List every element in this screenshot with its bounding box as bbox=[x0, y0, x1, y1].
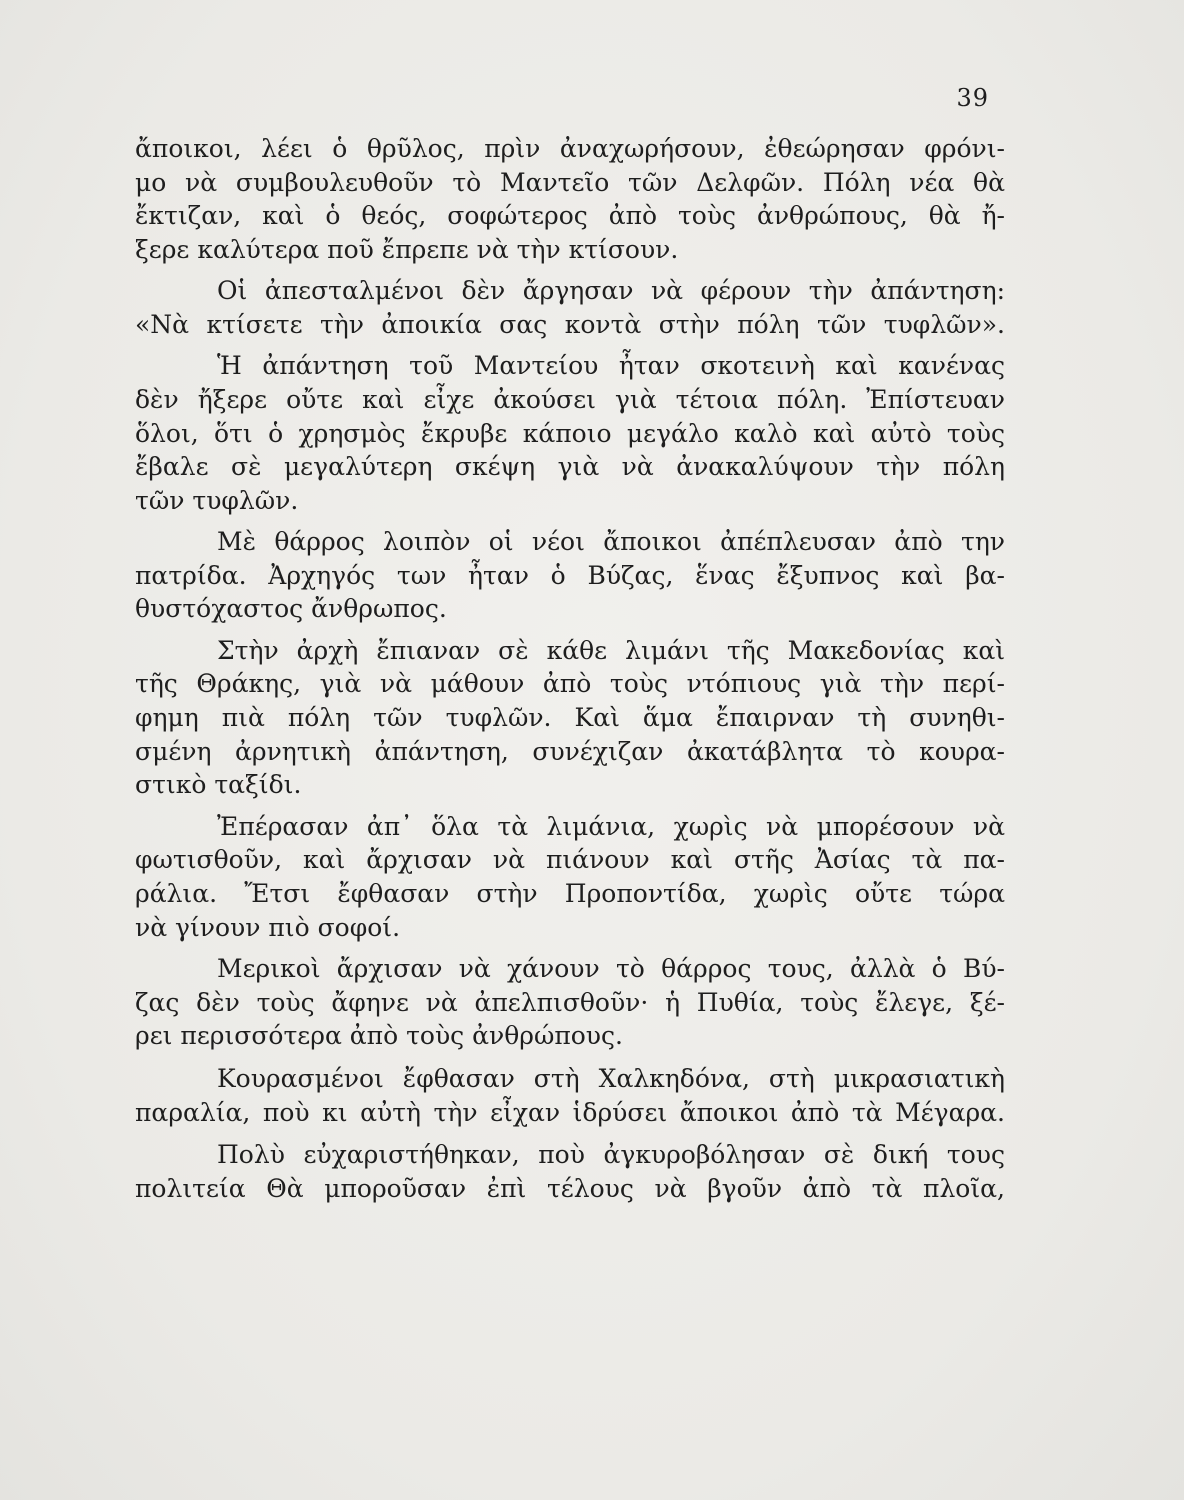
text-line: Πολὺ εὐχαριστήθηκαν, ποὺ ἀγκυροβόλησαν σὲ δική τους bbox=[217, 1140, 1005, 1170]
text-line: πολιτεία Θὰ μποροῦσαν ἐπὶ τέλους νὰ βγοῦν ἀπὸ τὰ πλοῖα, bbox=[135, 1173, 1005, 1203]
text-line: Ἡ ἀπάντηση τοῦ Μαντείου ἦταν σκοτεινὴ καὶ κανένας bbox=[217, 351, 1005, 381]
text-line: φωτισθοῦν, καὶ ἄρχισαν νὰ πιάνουν καὶ στῆς Ἀσίας τὰ πα- bbox=[135, 845, 1005, 875]
text-line: «Νὰ κτίσετε τὴν ἀποικία σας κοντὰ στὴν πόλη τῶν τυφλῶν». bbox=[135, 309, 1005, 339]
text-line: Μὲ θάρρος λοιπὸν οἱ νέοι ἄποικοι ἀπέπλευσαν ἀπὸ την bbox=[217, 527, 1005, 557]
text-line: ἔβαλε σὲ μεγαλύτερη σκέψη γιὰ νὰ ἀνακαλύψουν τὴν πόλη bbox=[135, 452, 1005, 482]
text-line: πατρίδα. Ἀρχηγός των ἦταν ὁ Βύζας, ἕνας ἔξυπνος καὶ βα- bbox=[135, 560, 1005, 590]
text-line: στικὸ ταξίδι. bbox=[135, 770, 302, 800]
text-line: Οἱ ἀπεσταλμένοι δὲν ἄργησαν νὰ φέρουν τὴν ἀπάντηση: bbox=[217, 276, 1005, 306]
text-line: ξερε καλύτερα ποῦ ἔπρεπε νὰ τὴν κτίσουν. bbox=[135, 235, 679, 265]
text-line: μο νὰ συμβουλευθοῦν τὸ Μαντεῖο τῶν Δελφῶν. Πόλη νέα θὰ bbox=[135, 167, 1005, 197]
text-line: Στὴν ἀρχὴ ἔπιαναν σὲ κάθε λιμάνι τῆς Μακεδονίας καὶ bbox=[217, 635, 1005, 665]
text-line: ἄποικοι, λέει ὁ θρῦλος, πρὶν ἀναχωρήσουν, ἐθεώρησαν φρόνι- bbox=[135, 134, 1005, 163]
text-line: ἔκτιζαν, καὶ ὁ θεός, σοφώτερος ἀπὸ τοὺς ἀνθρώπους, θὰ ἤ- bbox=[135, 201, 1005, 231]
text-line: ράλια. Ἔτσι ἔφθασαν στὴν Προποντίδα, χωρὶς οὔτε τώρα bbox=[135, 878, 1005, 908]
text-line: ὅλοι, ὅτι ὁ χρησμὸς ἔκρυβε κάποιο μεγάλο καλὸ καὶ αὐτὸ τοὺς bbox=[135, 418, 1005, 448]
text-line: τῆς Θράκης, γιὰ νὰ μάθουν ἀπὸ τοὺς ντόπιους γιὰ τὴν περί- bbox=[135, 669, 1005, 699]
text-line: νὰ γίνουν πιὸ σοφοί. bbox=[135, 912, 401, 942]
text-line: δὲν ἤξερε οὔτε καὶ εἶχε ἀκούσει γιὰ τέτοια πόλη. Ἐπίστευαν bbox=[135, 384, 1005, 414]
body-text bbox=[135, 132, 1005, 1206]
text-line: ρει περισσότερα ἀπὸ τοὺς ἀνθρώπους. bbox=[135, 1021, 623, 1051]
text-line: Κουρασμένοι ἔφθασαν στὴ Χαλκηδόνα, στὴ μικρασιατικὴ bbox=[217, 1063, 1005, 1093]
text-line: τῶν τυφλῶν. bbox=[135, 485, 299, 515]
text-line: φημη πιὰ πόλη τῶν τυφλῶν. Καὶ ἅμα ἔπαιρναν τὴ συνηθι- bbox=[135, 703, 1005, 732]
text-line: σμένη ἀρνητικὴ ἀπάντηση, συνέχιζαν ἀκατάβλητα τὸ κουρα- bbox=[135, 736, 1005, 766]
text-line: ζας δὲν τοὺς ἄφηνε νὰ ἀπελπισθοῦν· ἡ Πυθία, τοὺς ἔλεγε, ξέ- bbox=[135, 987, 1005, 1017]
text-line: παραλία, ποὺ κι αὐτὴ τὴν εἶχαν ἱδρύσει ἄποικοι ἀπὸ τὰ Μέγαρα. bbox=[135, 1097, 1005, 1127]
page-number: 39 bbox=[956, 84, 989, 112]
text-line: Μερικοὶ ἄρχισαν νὰ χάνουν τὸ θάρρος τους, ἀλλὰ ὁ Βύ- bbox=[217, 953, 1005, 983]
text-line: Ἐπέρασαν ἀπ᾽ ὅλα τὰ λιμάνια, χωρὶς νὰ μπορέσουν νὰ bbox=[217, 811, 1005, 841]
text-line: θυστόχαστος ἄνθρωπος. bbox=[135, 594, 447, 624]
